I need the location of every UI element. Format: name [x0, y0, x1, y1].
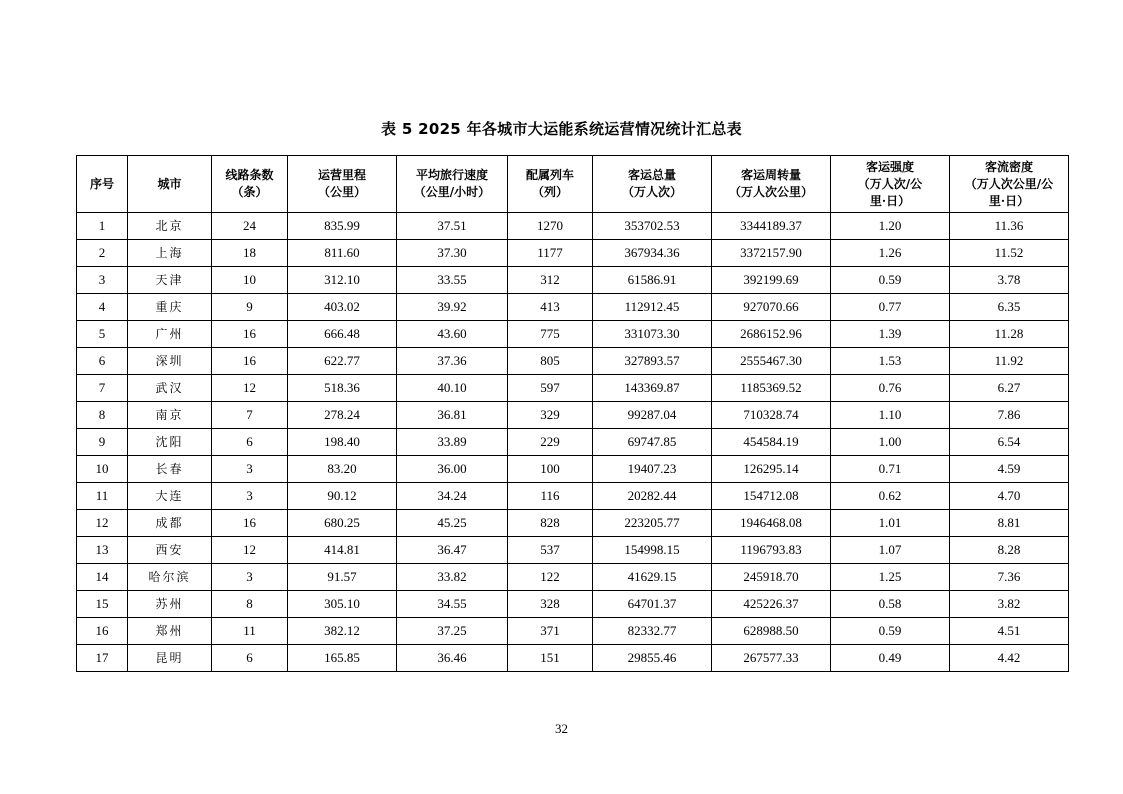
header-trains: 配属列车 （列） [508, 156, 593, 213]
cell-speed: 36.00 [397, 456, 508, 483]
cell-city: 沈阳 [128, 429, 212, 456]
cell-index: 1 [77, 213, 128, 240]
page-number: 32 [555, 721, 568, 736]
cell-index: 17 [77, 645, 128, 672]
cell-passenger-volume: 82332.77 [593, 618, 712, 645]
header-passenger-intensity: 客运强度 （万人次/公 里·日） [831, 156, 950, 213]
cell-intensity: 0.71 [831, 456, 950, 483]
cell-intensity: 1.07 [831, 537, 950, 564]
cell-passenger-turnover: 3344189.37 [712, 213, 831, 240]
cell-passenger-turnover: 710328.74 [712, 402, 831, 429]
cell-trains: 329 [508, 402, 593, 429]
cell-intensity: 0.59 [831, 618, 950, 645]
cell-line-count: 16 [212, 510, 288, 537]
cell-intensity: 1.10 [831, 402, 950, 429]
cell-city: 上海 [128, 240, 212, 267]
table-row [77, 510, 1069, 537]
cell-index: 11 [77, 483, 128, 510]
cell-passenger-turnover: 154712.08 [712, 483, 831, 510]
cell-mileage: 83.20 [288, 456, 397, 483]
cell-intensity: 1.53 [831, 348, 950, 375]
cell-density: 6.27 [950, 375, 1069, 402]
cell-density: 8.28 [950, 537, 1069, 564]
cell-index: 7 [77, 375, 128, 402]
table-row [77, 213, 1069, 240]
cell-line-count: 9 [212, 294, 288, 321]
cell-index: 10 [77, 456, 128, 483]
cell-mileage: 622.77 [288, 348, 397, 375]
header-line-count: 线路条数 （条） [212, 156, 288, 213]
cell-line-count: 11 [212, 618, 288, 645]
cell-density: 4.42 [950, 645, 1069, 672]
cell-density: 11.52 [950, 240, 1069, 267]
cell-intensity: 1.26 [831, 240, 950, 267]
cell-speed: 45.25 [397, 510, 508, 537]
cell-passenger-turnover: 425226.37 [712, 591, 831, 618]
cell-intensity: 0.76 [831, 375, 950, 402]
cell-mileage: 90.12 [288, 483, 397, 510]
cell-speed: 37.25 [397, 618, 508, 645]
cell-mileage: 382.12 [288, 618, 397, 645]
cell-mileage: 91.57 [288, 564, 397, 591]
cell-speed: 37.51 [397, 213, 508, 240]
cell-passenger-volume: 19407.23 [593, 456, 712, 483]
cell-city: 郑州 [128, 618, 212, 645]
cell-speed: 36.81 [397, 402, 508, 429]
cell-passenger-turnover: 3372157.90 [712, 240, 831, 267]
table-row [77, 267, 1069, 294]
cell-passenger-turnover: 1196793.83 [712, 537, 831, 564]
cell-mileage: 518.36 [288, 375, 397, 402]
cell-trains: 116 [508, 483, 593, 510]
header-passenger-turnover: 客运周转量 （万人次公里） [712, 156, 831, 213]
cell-mileage: 198.40 [288, 429, 397, 456]
cell-speed: 33.82 [397, 564, 508, 591]
header-city: 城市 [128, 156, 212, 213]
cell-city: 长春 [128, 456, 212, 483]
table-row [77, 591, 1069, 618]
cell-index: 13 [77, 537, 128, 564]
cell-city: 重庆 [128, 294, 212, 321]
cell-passenger-turnover: 267577.33 [712, 645, 831, 672]
cell-city: 西安 [128, 537, 212, 564]
cell-speed: 34.24 [397, 483, 508, 510]
table-row [77, 321, 1069, 348]
cell-speed: 36.47 [397, 537, 508, 564]
cell-density: 4.59 [950, 456, 1069, 483]
cell-intensity: 1.39 [831, 321, 950, 348]
statistics-table [76, 155, 1069, 672]
cell-density: 11.92 [950, 348, 1069, 375]
cell-intensity: 0.49 [831, 645, 950, 672]
cell-passenger-volume: 223205.77 [593, 510, 712, 537]
table-row [77, 456, 1069, 483]
cell-density: 11.28 [950, 321, 1069, 348]
cell-index: 12 [77, 510, 128, 537]
cell-line-count: 10 [212, 267, 288, 294]
cell-speed: 36.46 [397, 645, 508, 672]
cell-trains: 151 [508, 645, 593, 672]
cell-passenger-volume: 112912.45 [593, 294, 712, 321]
cell-intensity: 1.20 [831, 213, 950, 240]
cell-trains: 537 [508, 537, 593, 564]
cell-intensity: 0.77 [831, 294, 950, 321]
cell-city: 昆明 [128, 645, 212, 672]
cell-mileage: 680.25 [288, 510, 397, 537]
cell-trains: 413 [508, 294, 593, 321]
cell-city: 广州 [128, 321, 212, 348]
cell-city: 哈尔滨 [128, 564, 212, 591]
cell-density: 3.82 [950, 591, 1069, 618]
table-header-row [77, 156, 1069, 213]
cell-mileage: 414.81 [288, 537, 397, 564]
cell-passenger-volume: 20282.44 [593, 483, 712, 510]
cell-passenger-volume: 69747.85 [593, 429, 712, 456]
cell-line-count: 12 [212, 375, 288, 402]
cell-passenger-volume: 331073.30 [593, 321, 712, 348]
cell-city: 深圳 [128, 348, 212, 375]
cell-mileage: 835.99 [288, 213, 397, 240]
cell-passenger-volume: 64701.37 [593, 591, 712, 618]
cell-line-count: 16 [212, 321, 288, 348]
cell-line-count: 3 [212, 564, 288, 591]
cell-passenger-turnover: 927070.66 [712, 294, 831, 321]
cell-index: 8 [77, 402, 128, 429]
cell-line-count: 6 [212, 429, 288, 456]
table-row [77, 240, 1069, 267]
cell-line-count: 3 [212, 456, 288, 483]
cell-passenger-turnover: 392199.69 [712, 267, 831, 294]
cell-trains: 597 [508, 375, 593, 402]
cell-city: 北京 [128, 213, 212, 240]
cell-trains: 1270 [508, 213, 593, 240]
cell-passenger-turnover: 2555467.30 [712, 348, 831, 375]
cell-line-count: 12 [212, 537, 288, 564]
cell-index: 3 [77, 267, 128, 294]
cell-trains: 100 [508, 456, 593, 483]
table-row [77, 294, 1069, 321]
cell-city: 大连 [128, 483, 212, 510]
cell-city: 南京 [128, 402, 212, 429]
cell-mileage: 165.85 [288, 645, 397, 672]
cell-passenger-turnover: 628988.50 [712, 618, 831, 645]
header-passenger-volume: 客运总量 （万人次） [593, 156, 712, 213]
cell-speed: 37.30 [397, 240, 508, 267]
cell-passenger-turnover: 1946468.08 [712, 510, 831, 537]
table-row [77, 429, 1069, 456]
cell-index: 16 [77, 618, 128, 645]
cell-trains: 328 [508, 591, 593, 618]
cell-mileage: 403.02 [288, 294, 397, 321]
table-body [77, 213, 1069, 672]
cell-intensity: 0.59 [831, 267, 950, 294]
cell-index: 6 [77, 348, 128, 375]
cell-intensity: 1.00 [831, 429, 950, 456]
cell-line-count: 6 [212, 645, 288, 672]
header-average-speed: 平均旅行速度 （公里/小时） [397, 156, 508, 213]
cell-density: 4.70 [950, 483, 1069, 510]
cell-mileage: 811.60 [288, 240, 397, 267]
cell-city: 苏州 [128, 591, 212, 618]
cell-line-count: 7 [212, 402, 288, 429]
table-row [77, 537, 1069, 564]
cell-city: 成都 [128, 510, 212, 537]
table-row [77, 618, 1069, 645]
cell-passenger-turnover: 245918.70 [712, 564, 831, 591]
cell-trains: 312 [508, 267, 593, 294]
cell-trains: 775 [508, 321, 593, 348]
table-row [77, 402, 1069, 429]
cell-mileage: 666.48 [288, 321, 397, 348]
cell-trains: 371 [508, 618, 593, 645]
cell-passenger-turnover: 1185369.52 [712, 375, 831, 402]
header-operating-mileage: 运营里程 （公里） [288, 156, 397, 213]
cell-trains: 229 [508, 429, 593, 456]
cell-passenger-volume: 99287.04 [593, 402, 712, 429]
cell-line-count: 3 [212, 483, 288, 510]
cell-density: 11.36 [950, 213, 1069, 240]
cell-city: 武汉 [128, 375, 212, 402]
cell-passenger-volume: 143369.87 [593, 375, 712, 402]
cell-index: 15 [77, 591, 128, 618]
cell-passenger-volume: 61586.91 [593, 267, 712, 294]
cell-trains: 122 [508, 564, 593, 591]
cell-passenger-volume: 29855.46 [593, 645, 712, 672]
cell-intensity: 0.58 [831, 591, 950, 618]
cell-speed: 43.60 [397, 321, 508, 348]
cell-index: 4 [77, 294, 128, 321]
cell-passenger-turnover: 454584.19 [712, 429, 831, 456]
cell-index: 5 [77, 321, 128, 348]
cell-line-count: 24 [212, 213, 288, 240]
cell-intensity: 1.01 [831, 510, 950, 537]
cell-speed: 40.10 [397, 375, 508, 402]
cell-trains: 1177 [508, 240, 593, 267]
cell-passenger-turnover: 2686152.96 [712, 321, 831, 348]
cell-mileage: 312.10 [288, 267, 397, 294]
cell-speed: 33.89 [397, 429, 508, 456]
table-row [77, 483, 1069, 510]
cell-speed: 37.36 [397, 348, 508, 375]
cell-passenger-volume: 154998.15 [593, 537, 712, 564]
cell-density: 3.78 [950, 267, 1069, 294]
table-row [77, 375, 1069, 402]
cell-speed: 39.92 [397, 294, 508, 321]
cell-line-count: 8 [212, 591, 288, 618]
cell-density: 4.51 [950, 618, 1069, 645]
cell-intensity: 0.62 [831, 483, 950, 510]
cell-mileage: 278.24 [288, 402, 397, 429]
cell-trains: 828 [508, 510, 593, 537]
cell-speed: 34.55 [397, 591, 508, 618]
cell-line-count: 18 [212, 240, 288, 267]
cell-passenger-volume: 327893.57 [593, 348, 712, 375]
table-title: 表 5 2025 年各城市大运能系统运营情况统计汇总表 [381, 120, 742, 138]
table-row [77, 348, 1069, 375]
cell-index: 14 [77, 564, 128, 591]
cell-passenger-volume: 367934.36 [593, 240, 712, 267]
header-index: 序号 [77, 156, 128, 213]
cell-density: 6.35 [950, 294, 1069, 321]
table-row [77, 564, 1069, 591]
cell-passenger-volume: 353702.53 [593, 213, 712, 240]
cell-index: 9 [77, 429, 128, 456]
cell-density: 7.36 [950, 564, 1069, 591]
header-flow-density: 客流密度 （万人次公里/公 里·日） [950, 156, 1069, 213]
table-row [77, 645, 1069, 672]
cell-intensity: 1.25 [831, 564, 950, 591]
cell-density: 6.54 [950, 429, 1069, 456]
cell-passenger-turnover: 126295.14 [712, 456, 831, 483]
cell-trains: 805 [508, 348, 593, 375]
cell-city: 天津 [128, 267, 212, 294]
cell-density: 8.81 [950, 510, 1069, 537]
cell-density: 7.86 [950, 402, 1069, 429]
cell-index: 2 [77, 240, 128, 267]
cell-line-count: 16 [212, 348, 288, 375]
cell-speed: 33.55 [397, 267, 508, 294]
cell-mileage: 305.10 [288, 591, 397, 618]
cell-passenger-volume: 41629.15 [593, 564, 712, 591]
